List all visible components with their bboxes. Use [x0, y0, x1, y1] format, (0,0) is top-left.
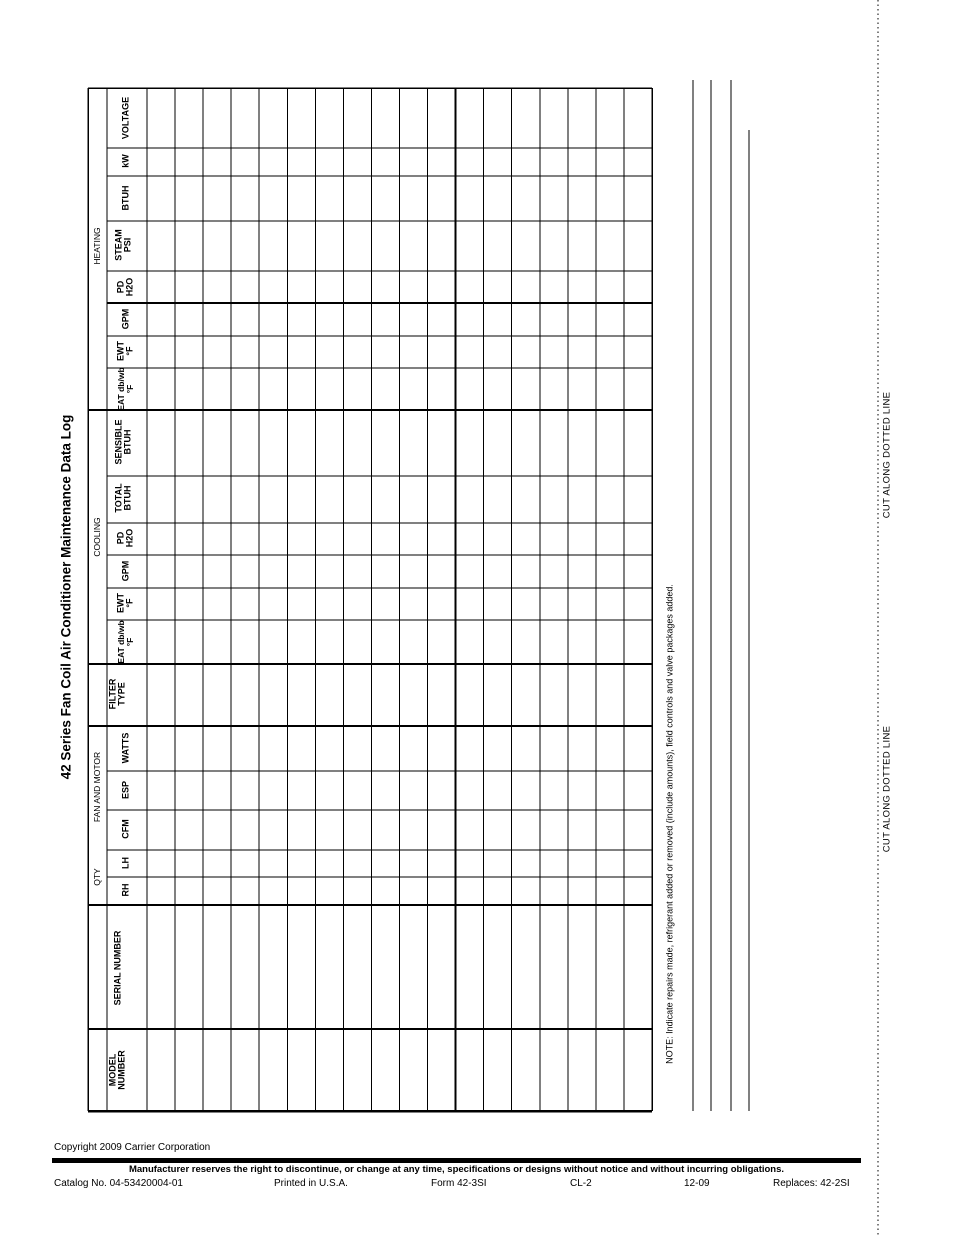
col-lh: LH [120, 857, 131, 869]
col-cfm: CFM [120, 819, 131, 839]
fan-and-motor-group-label: FAN AND MOTOR [91, 751, 102, 823]
col-heating-pd: PD H2O [115, 277, 135, 297]
col-cooling-gpm: GPM [120, 560, 131, 582]
col-cooling-pd: PD H2O [115, 528, 135, 548]
col-cooling-sensible: SENSIBLE BTUH [113, 419, 133, 465]
disclaimer: Manufacturer reserves the right to discontinue, or change at any time, specifications or designs without notice and without incurring obligations. [128, 1164, 785, 1175]
copyright: Copyright 2009 Carrier Corporation [54, 1142, 211, 1153]
col-model-number: MODEL NUMBER [107, 1050, 127, 1090]
replaces: Replaces: 42-2SI [773, 1178, 850, 1189]
col-cooling-total: TOTAL BTUH [113, 483, 133, 513]
col-heating-voltage: VOLTAGE [120, 96, 131, 140]
heating-group-label: HEATING [91, 227, 102, 265]
maintenance-note: NOTE: Indicate repairs made, refrigerant added or removed (include amounts), field controls and valve packages added. [664, 584, 675, 1064]
col-heating-ewt: EWT °F [115, 341, 135, 361]
col-heating-steam: STEAM PSI [113, 229, 133, 261]
col-heating-kw: kW [120, 154, 131, 168]
cooling-group-label: COOLING [91, 517, 102, 557]
col-heating-btuh: BTUH [120, 185, 131, 211]
col-esp: ESP [120, 780, 131, 800]
col-filter-type: FILTER TYPE [107, 678, 127, 710]
catalog-number: Catalog No. 04-53420004-01 [54, 1178, 183, 1189]
cut-line-label-bottom: CUT ALONG DOTTED LINE [881, 725, 893, 853]
col-cooling-eat: EAT db/wb °F [116, 620, 135, 664]
date-code: 12-09 [684, 1178, 710, 1189]
col-heating-gpm: GPM [120, 308, 131, 330]
form-number: Form 42-3SI [431, 1178, 487, 1189]
col-rh: RH [120, 883, 131, 897]
footer-rule [52, 1158, 861, 1163]
col-cooling-ewt: EWT °F [115, 593, 135, 613]
printed-in: Printed in U.S.A. [274, 1178, 348, 1189]
page-number: CL-2 [570, 1178, 592, 1189]
col-serial-number: SERIAL NUMBER [112, 930, 123, 1006]
cut-line-label-top: CUT ALONG DOTTED LINE [881, 391, 893, 519]
page-title: 42 Series Fan Coil Air Conditioner Maintenance Data Log [58, 414, 74, 780]
col-watts: WATTS [120, 732, 131, 764]
col-heating-eat: EAT db/wb °F [116, 367, 135, 411]
qty-group-label: QTY [91, 868, 102, 886]
